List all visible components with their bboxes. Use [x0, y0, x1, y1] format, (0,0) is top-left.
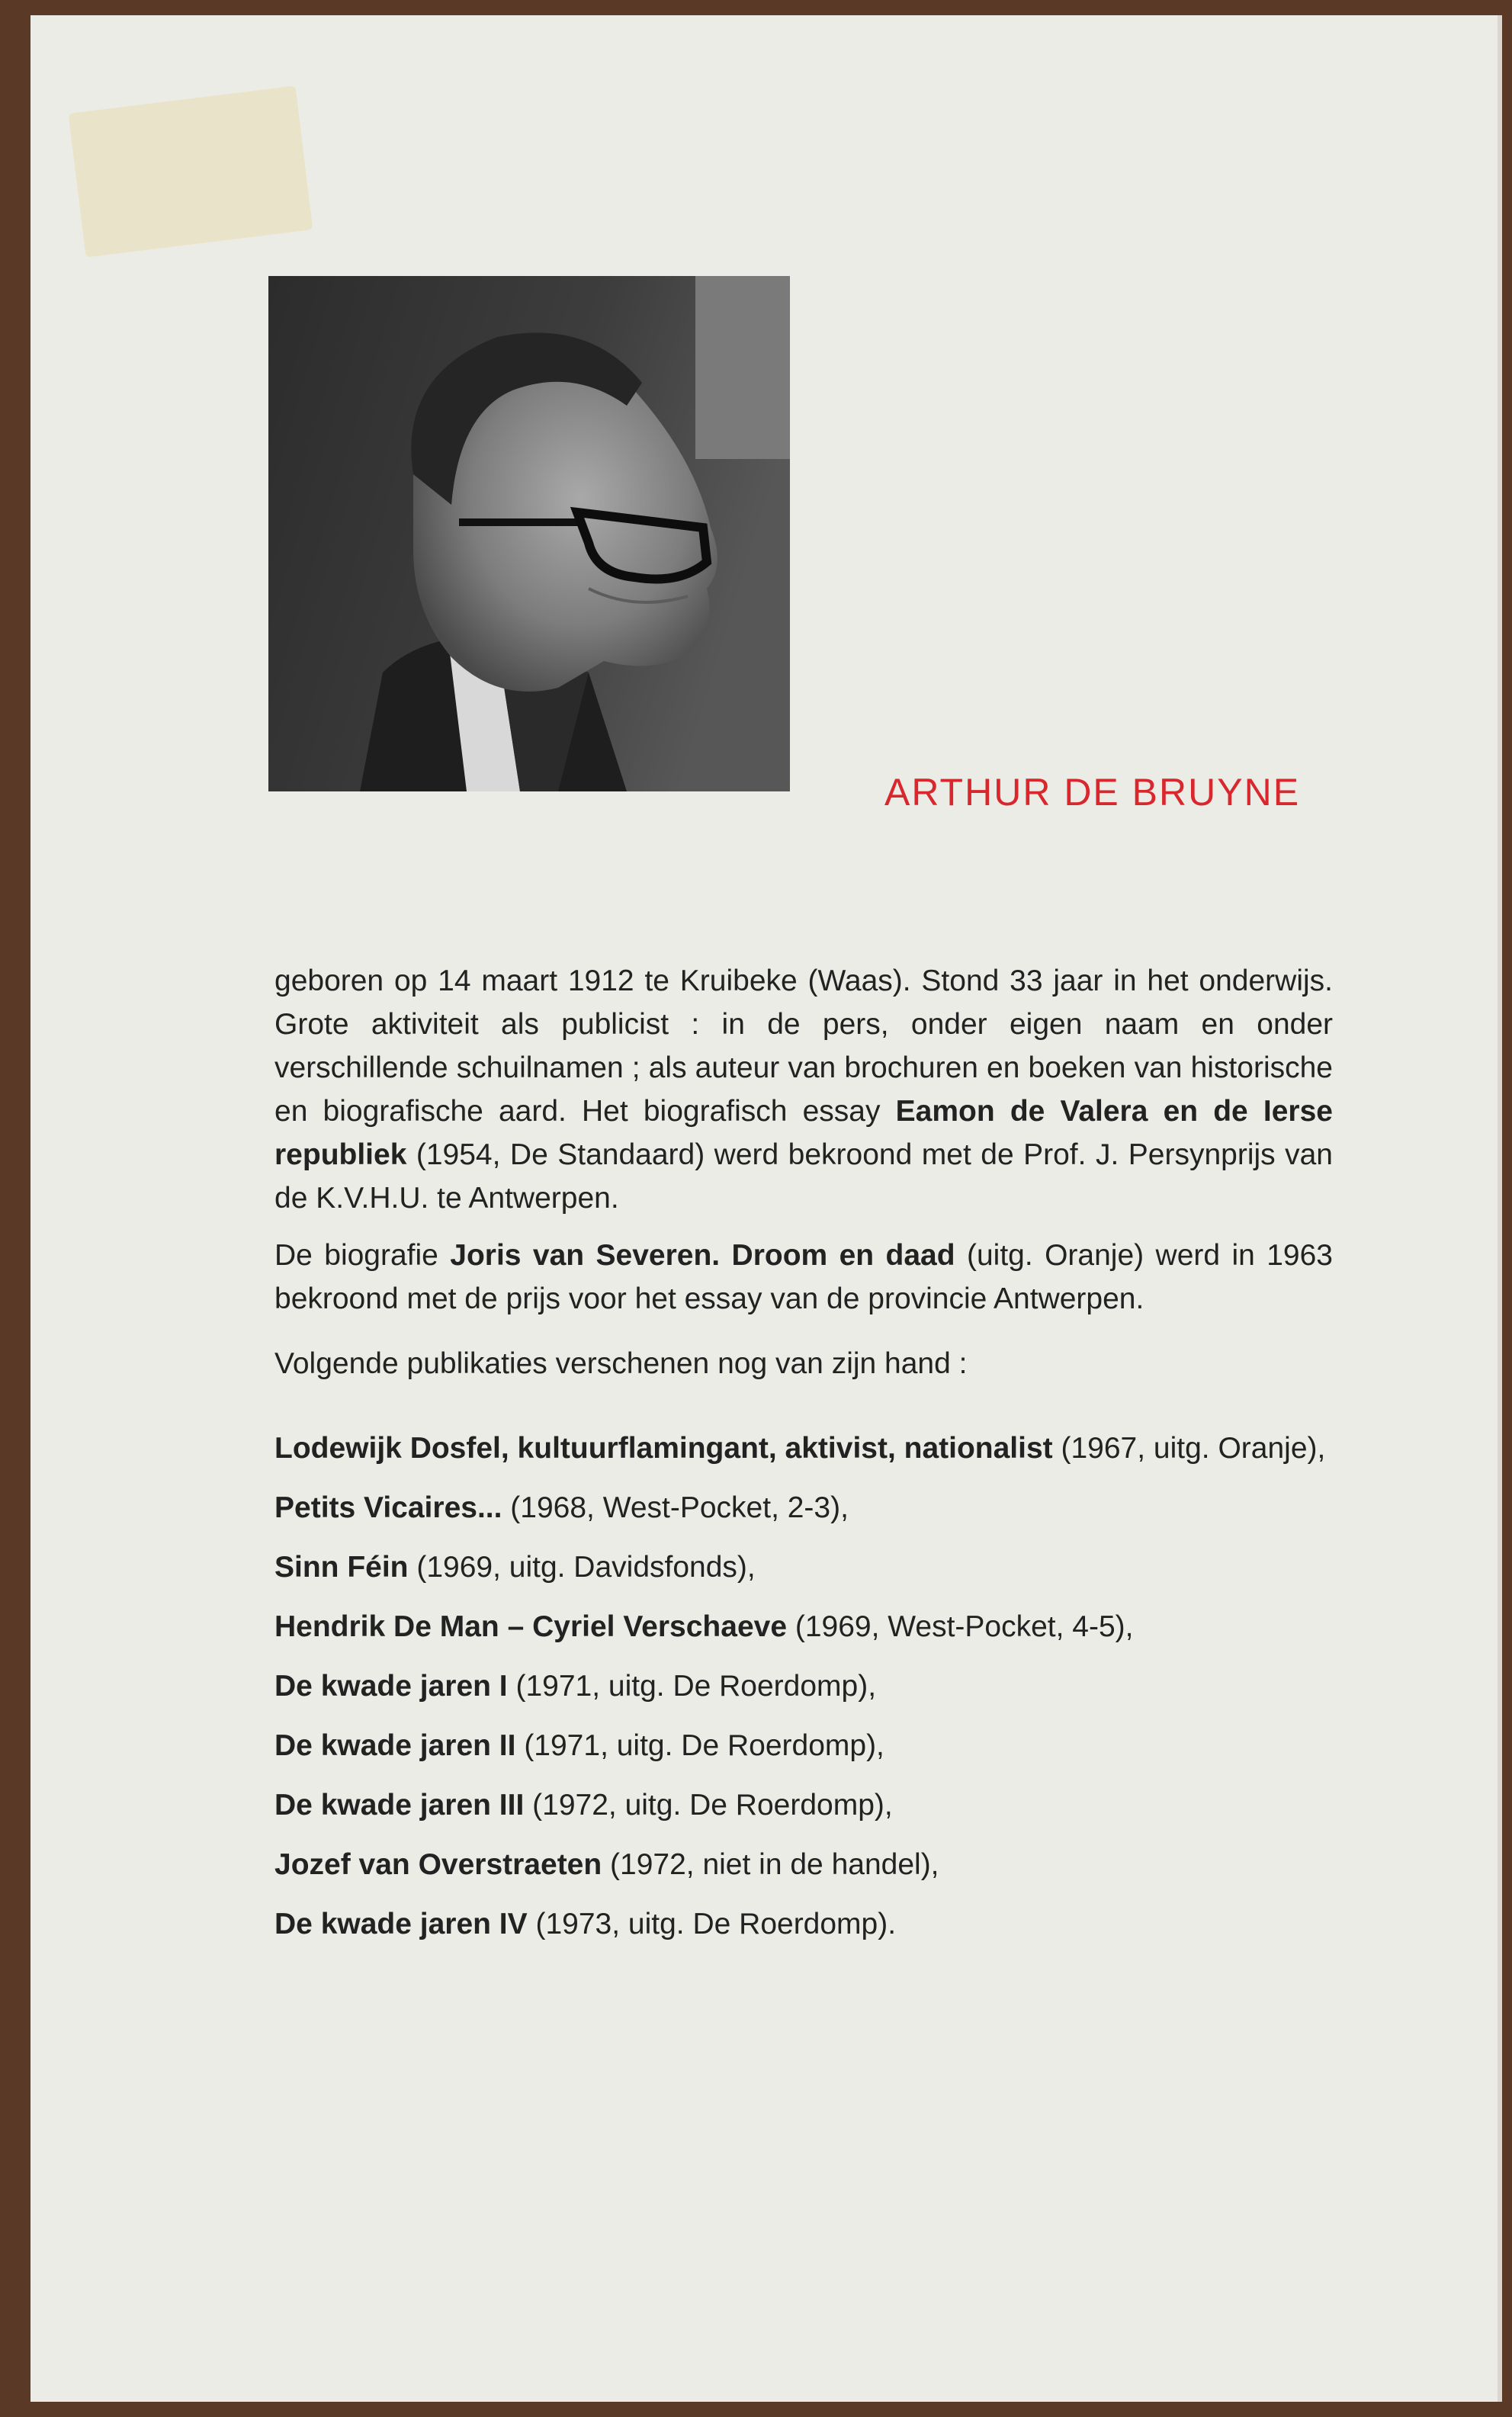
- publication-item: De kwade jaren I (1971, uitg. De Roerdomp),: [274, 1670, 877, 1703]
- publication-item: Jozef van Overstraeten (1972, niet in de handel),: [274, 1848, 939, 1881]
- author-name: ARTHUR DE BRUYNE: [884, 771, 1301, 814]
- publications-intro: Volgende publikaties verschenen nog van zijn hand :: [274, 1347, 968, 1380]
- book-back-cover: [30, 15, 1502, 2402]
- bio-paragraph-2: De biografie Joris van Severen. Droom en daad (uitg. Oranje) werd in 1963 bekroond met de prijs voor het essay van de provincie Antwerpen.: [274, 1239, 1333, 1315]
- publication-item: De kwade jaren III (1972, uitg. De Roerdomp),: [274, 1789, 893, 1822]
- author-portrait-photo: [268, 276, 790, 791]
- publication-item: De kwade jaren II (1971, uitg. De Roerdomp),: [274, 1729, 884, 1762]
- publication-item: Petits Vicaires... (1968, West-Pocket, 2-3),: [274, 1491, 849, 1524]
- book-title: Joris van Severen. Droom en daad: [450, 1239, 955, 1272]
- publication-item: Hendrik De Man – Cyriel Verschaeve (1969, West-Pocket, 4-5),: [274, 1610, 1134, 1643]
- paper-stain: [69, 85, 313, 257]
- publication-item: De kwade jaren IV (1973, uitg. De Roerdomp).: [274, 1908, 897, 1940]
- publication-item: Sinn Féin (1969, uitg. Davidsfonds),: [274, 1551, 756, 1584]
- bio-paragraph-1: geboren op 14 maart 1912 te Kruibeke (Waas). Stond 33 jaar in het onderwijs. Grote aktiviteit als publicist : in de pers, onder eigen naam en onder verschillende schuilnamen ; als auteur van brochuren en boeken van historische en biografische aard. Het biografisch essay Eamon de Valera en de Ierse republiek (1954, De Standaard) werd bekroond met de Prof. J. Persynprijs van de K.V.H.U. te Antwerpen.: [274, 965, 1333, 1215]
- publications-list: [274, 1427, 1333, 1946]
- author-biography: [274, 959, 1333, 1962]
- book-title: Eamon de Valera en de Ierse republiek: [274, 1095, 1333, 1171]
- publication-item: Lodewijk Dosfel, kultuurflamingant, aktivist, nationalist (1967, uitg. Oranje),: [274, 1432, 1326, 1465]
